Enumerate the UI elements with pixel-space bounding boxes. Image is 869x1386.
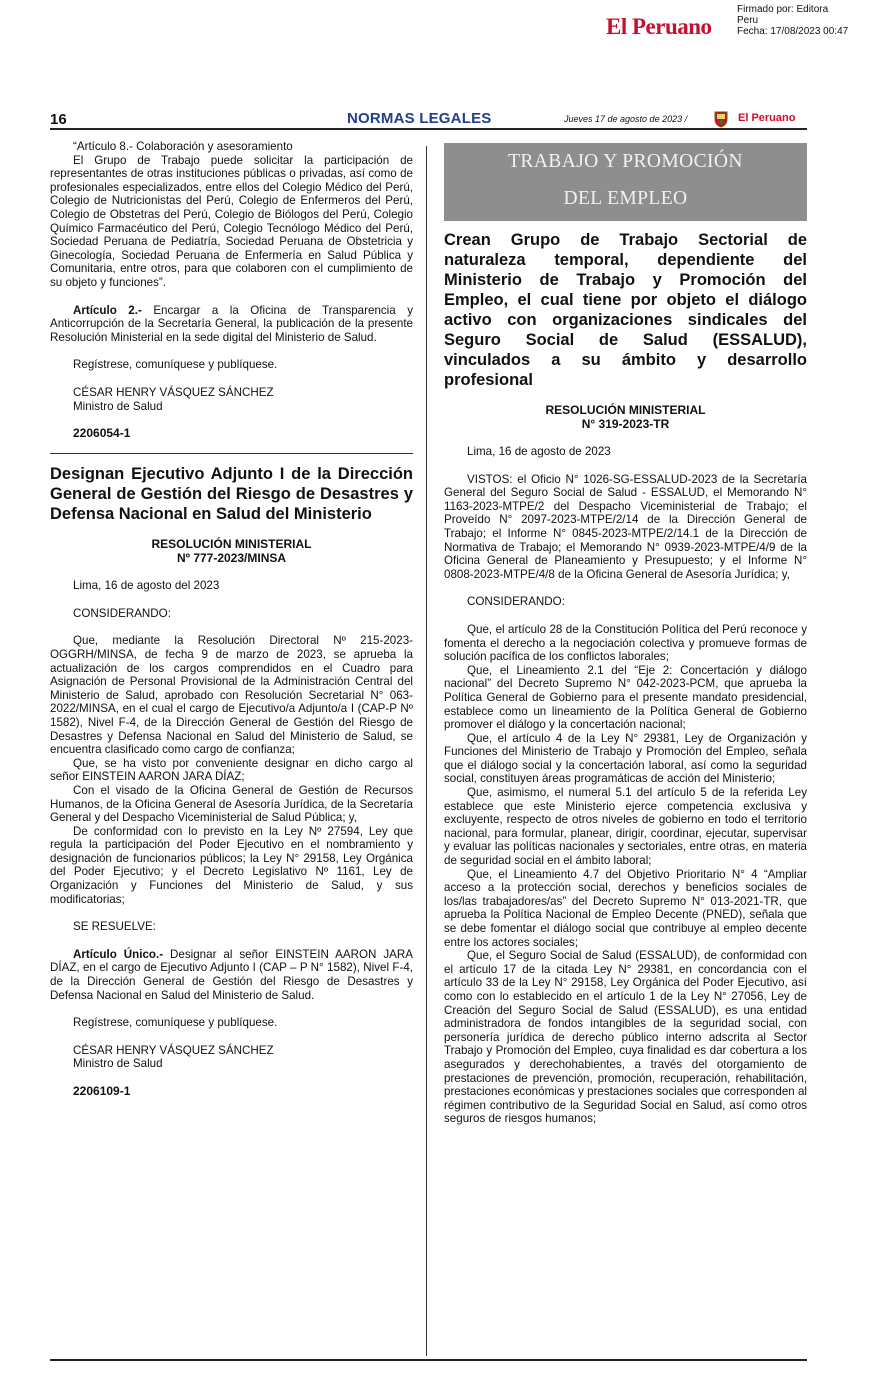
resolution-number: Nº 777-2023/MINSA <box>176 550 287 565</box>
considerando-paragraph: Que, el artículo 4 de la Ley N° 29381, Ley de Organización y Funciones del Ministerio de Trabajo y Promoción del Empleo, señala que el diálogo social y la concertación laboral, así como la seguridad social, constituyen áreas programáticas de acción del Ministerio; <box>444 731 807 786</box>
header-rule <box>50 128 807 130</box>
sector-banner-line1: TRABAJO Y PROMOCIÓN <box>508 151 743 172</box>
considerando-heading: CONSIDERANDO: <box>73 606 171 620</box>
publication-code: 2206054-1 <box>73 426 131 441</box>
closing-formula: Regístrese, comuníquese y publíquese. <box>73 1016 278 1030</box>
signer-name: CÉSAR HENRY VÁSQUEZ SÁNCHEZ <box>73 385 274 399</box>
publication-code: 2206109-1 <box>73 1084 131 1098</box>
considerando-paragraph: Que, mediante la Resolución Directoral Nº 215-2023-OGGRH/MINSA, de fecha 9 de marzo de 2023, se aprueba la actualización de los cargos comprendidos en el Cuadro para Asignación de Personal Provisional de la Administración Central del Ministerio de Salud, aprobado con Resolución Secretarial N° 063-2022/MINSA, en el cual el cargo de Ejecutivo/a Adjunto/a I (CAP-P Nº 1582), Nivel F-4, de la Dirección General de Gestión del Riesgo de Desastres y Defensa Nacional en Salud del Ministerio de Salud, se encuentra clasificado como cargo de confianza; <box>50 634 413 757</box>
page-number: 16 <box>50 111 67 128</box>
considerando-paragraph: Con el visado de la Oficina General de Gestión de Recursos Humanos, de la Oficina General de Asesoría Jurídica, de la Secretaría General y del Despacho Viceministerial de Salud Pública; y, <box>50 783 413 825</box>
vistos-paragraph: VISTOS: el Oficio N° 1026-SG-ESSALUD-2023 de la Secretaría General del Seguro Social de Salud - ESSALUD, el Memorando N° 1163-2023-MTPE/2 del Despacho Viceministerial de Trabajo; el Proveído N° 2097-2023-MTPE/2/14 de la Dirección General de Trabajo; el Informe N° 0845-2023-MTPE/2/14.1 de la Dirección de Normativa de Trabajo; el Memorando N° 0939-2023-MTPE/4/9 de la Oficina General de Planeamiento y Presupuesto; y el Informe N° 0808-2023-MTPE/4/8 de la Oficina General de Asesoría Jurídica; y, <box>444 472 807 581</box>
considerando-heading: CONSIDERANDO: <box>467 595 565 609</box>
left-column <box>50 140 413 1099</box>
sector-banner-line2: DEL EMPLEO <box>563 188 688 209</box>
coat-of-arms-icon <box>712 110 730 128</box>
considerando-paragraph: Que, el artículo 28 de la Constitución Política del Perú reconoce y fomenta el derecho a la negociación colectiva y promueve formas de solución pacífica de los conflictos laborales; <box>444 622 807 664</box>
closing-formula: Regístrese, comuníquese y publíquese. <box>73 358 278 372</box>
considerando-paragraph: Que, asimismo, el numeral 5.1 del artículo 5 de la referida Ley establece que este Ministerio ejerce competencia exclusiva y excluyente, respecto de otros niveles de gobierno en todo el territorio nacional, para formular, planear, dirigir, coordinar, ejecutar, supervisar y evaluar las políticas nacionales y sectoriales, entre otras, en materia de seguridad social en el ámbito laboral; <box>444 786 807 868</box>
place-date: Lima, 16 de agosto del 2023 <box>73 579 220 593</box>
signer-role: Ministro de Salud <box>73 1057 163 1071</box>
header-brand: El Peruano <box>738 112 796 124</box>
article-unico-body: Designar al señor EINSTEIN AARON JARA DÍAZ, en el cargo de Ejecutivo Adjunto I (CAP – P N° 1582), Nivel F-4, de la Dirección General de Gestión del Riesgo de Desastres y Defensa Nacional en Salud del Ministerio de Salud. <box>50 947 413 1002</box>
article-2-lead: Artículo 2.- <box>73 303 142 317</box>
norm-title: Crean Grupo de Trabajo Sectorial de naturaleza temporal, dependiente del Ministerio de Trabajo y Promoción del Empleo, el cual tiene por objeto el diálogo activo con organizaciones sindicales del Seguro Social de Salud (ESSALUD), vinculados a su ámbito y desarrollo profesional <box>444 231 807 389</box>
article-2-body: Encargar a la Oficina de Transparencia y Anticorrupción de la Secretaría General, la publicación de la presente Resolución Ministerial en la sede digital del Ministerio de Salud. <box>50 303 413 344</box>
resolution-number: N° 319-2023-TR <box>581 416 670 431</box>
stamp-line-signer: Firmado por: Editora <box>737 4 829 15</box>
article-2 <box>50 304 413 345</box>
stamp-line-country: Peru <box>737 15 759 26</box>
considerando-paragraph: Que, el Lineamiento 4.7 del Objetivo Prioritario N° 4 “Ampliar acceso a la protección social, derechos y beneficios sociales de los/las trabajadores/as” del Decreto Supremo N° 013-2021-TR, que aprueba la Política Nacional de Empleo Decente (PNED), señala que se debe fomentar el diálogo social que contribuye al empleo decente entre los actores sociales; <box>444 867 807 949</box>
el-peruano-logo: El Peruano <box>606 14 712 39</box>
considerando-paragraph: Que, el Lineamiento 2.1 del “Eje 2: Concertación y diálogo nacional” del Decreto Supremo N° 042-2023-PCM, que aprueba la Política General de Gobierno para el presente mandato presidencial, establece como un lineamiento de la Política General de Gobierno promover el diálogo y la concertación nacional; <box>444 663 807 732</box>
considerando-paragraph: De conformidad con lo previsto en la Ley Nº 27594, Ley que regula la participación del Poder Ejecutivo en el nombramiento y designación de funcionarios públicos; la Ley N° 29158, Ley Orgánica del Poder Ejecutivo; y el Decreto Legislativo Nº 1161, Ley de Organización y Funciones del Ministerio de Salud, y sus modificatorias; <box>50 824 413 906</box>
article-8-title: “Artículo 8.- Colaboración y asesoramiento <box>73 140 293 153</box>
header-date: Jueves 17 de agosto de 2023 / <box>564 114 688 124</box>
article-unico <box>50 948 413 1002</box>
section-separator <box>50 453 413 455</box>
place-date: Lima, 16 de agosto de 2023 <box>467 445 611 458</box>
article-unico-lead: Artículo Único.- <box>73 947 164 961</box>
footer-rule <box>50 1359 807 1361</box>
resolution-label: RESOLUCIÓN MINISTERIAL <box>545 403 706 417</box>
considerando-paragraph: Que, el Seguro Social de Salud (ESSALUD), de conformidad con el artículo 17 de la citada Ley N° 29381, en concordancia con el artículo 33 de la Ley N° 29158, Ley Orgánica del Poder Ejecutivo, así como con lo establecido en el artículo 1 de la Ley N° 27056, Ley de Creación del Seguro Social de Salud (ESSALUD), es una entidad administradora de fondos intangibles de la seguridad social, con personería jurídica de derecho público interno adscrita al Sector Trabajo y Promoción del Empleo, cuya finalidad es dar cobertura a los asegurados y derechohabientes, a través del otorgamiento de prestaciones de prevención, promoción, recuperación, rehabilitación, prestaciones económicas y prestaciones sociales que corresponden al régimen contributivo de la Seguridad Social en Salud, así como otros seguros de riesgos humanos; <box>444 949 807 1126</box>
column-divider <box>426 146 427 1356</box>
se-resuelve-heading: SE RESUELVE: <box>73 920 156 934</box>
section-title: NORMAS LEGALES <box>347 110 492 127</box>
right-column <box>444 143 807 1126</box>
norm-title: Designan Ejecutivo Adjunto I de la Dirección General de Gestión del Riesgo de Desastres y Defensa Nacional en Salud del Ministerio <box>50 465 413 524</box>
digital-signature-stamp <box>737 4 848 37</box>
considerando-paragraph: Que, se ha visto por conveniente designar en dicho cargo al señor EINSTEIN AARON JARA DÍAZ; <box>50 756 413 784</box>
stamp-line-date: Fecha: 17/08/2023 00:47 <box>737 26 849 37</box>
signer-name: CÉSAR HENRY VÁSQUEZ SÁNCHEZ <box>73 1043 274 1057</box>
resolution-label: RESOLUCIÓN MINISTERIAL <box>151 537 312 552</box>
sector-banner <box>444 143 807 221</box>
article-8-body: El Grupo de Trabajo puede solicitar la participación de representantes de otras instituciones públicas o privadas, así como de profesionales especializados, entre ellos del Colegio Médico del Perú, Colegio de Nutricionistas del Perú, Colegio de Enfermeros del Perú, Colegio de Obstetras del Perú, Colegio de Biólogos del Perú, Colegio Químico Farmacéutico del Perú, Colegio Tecnólogo Médico del Perú, Sociedad Peruana de Pediatría, Sociedad Peruana de Obstetricia y Ginecología, Sociedad Peruana de Enfermería en Salud Pública y Comunitaria, entre otros, para que colaboren con el cumplimiento de su objeto y funciones”. <box>50 153 413 289</box>
signer-role: Ministro de Salud <box>73 399 163 413</box>
